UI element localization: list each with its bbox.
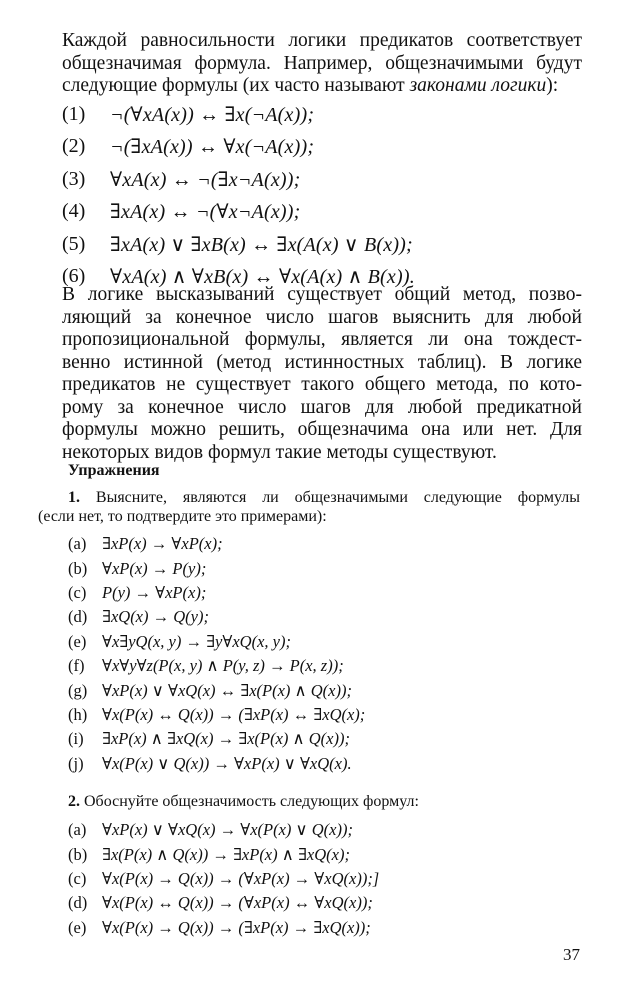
list-item bbox=[68, 556, 588, 580]
item-formula: ∀x(P(x) ↔ Q(x)) → (∃xP(x) ↔ ∃xQ(x); bbox=[102, 704, 366, 724]
law-number: (3) bbox=[62, 167, 86, 190]
law-number: (2) bbox=[62, 135, 86, 158]
item-formula: ∀xP(x) → P(y); bbox=[102, 558, 207, 578]
list-item bbox=[68, 630, 588, 654]
item-label: (j) bbox=[68, 753, 84, 773]
item-formula: ∃xP(x) ∧ ∃xQ(x) → ∃x(P(x) ∧ Q(x)); bbox=[102, 729, 350, 749]
list-item bbox=[68, 654, 588, 678]
law-formula: ∃xA(x) ↔ ¬(∀x¬A(x)); bbox=[110, 201, 301, 224]
law-number: (5) bbox=[62, 232, 86, 255]
task-1-number: 1. bbox=[68, 489, 80, 506]
method-paragraph bbox=[62, 284, 582, 464]
item-formula: P(y) → ∀xP(x); bbox=[102, 582, 207, 602]
item-label: (d) bbox=[68, 893, 88, 913]
item-formula: ∀x∀y∀z(P(x, y) ∧ P(y, z) → P(x, z)); bbox=[102, 656, 344, 676]
item-formula: ∀xP(x) ∨ ∀xQ(x) ↔ ∃x(P(x) ∧ Q(x)); bbox=[102, 680, 352, 700]
item-formula: ∀x∃yQ(x, y) → ∃y∀xQ(x, y); bbox=[102, 631, 291, 651]
item-label: (a) bbox=[68, 820, 87, 840]
task-2-statement bbox=[68, 792, 580, 811]
law-number: (1) bbox=[62, 102, 86, 125]
intro-line-2: общезначимая формула. Например, общезначимыми будут bbox=[62, 52, 582, 74]
item-label: (i) bbox=[68, 729, 84, 749]
item-formula: ∃xQ(x) → Q(y); bbox=[102, 607, 209, 627]
task-1-items bbox=[68, 532, 588, 776]
exercises-heading: Упражнения bbox=[68, 462, 160, 479]
task-2-number: 2. bbox=[68, 793, 80, 810]
list-item bbox=[68, 916, 588, 940]
law-formula: ∃xA(x) ∨ ∃xB(x) ↔ ∃x(A(x) ∨ B(x)); bbox=[110, 233, 413, 256]
method-line: рому за конечное число шагов для любой предикатной bbox=[62, 396, 582, 418]
law-row bbox=[62, 98, 602, 131]
item-label: (a) bbox=[68, 534, 87, 554]
intro-line-1: Каждой равносильности логики предикатов соответствует bbox=[62, 30, 582, 51]
item-label: (b) bbox=[68, 558, 88, 578]
law-row bbox=[62, 163, 602, 196]
law-formula: ∀xA(x) ∧ ∀xB(x) ↔ ∀x(A(x) ∧ B(x)). bbox=[110, 266, 415, 289]
item-formula: ∃xP(x) → ∀xP(x); bbox=[102, 534, 223, 554]
item-label: (c) bbox=[68, 582, 87, 602]
list-item bbox=[68, 605, 588, 629]
item-formula: ∃x(P(x) ∧ Q(x)) → ∃xP(x) ∧ ∃xQ(x); bbox=[102, 844, 350, 864]
method-line: некоторых видов формул такие методы существуют. bbox=[62, 441, 497, 463]
page-number: 37 bbox=[563, 945, 580, 964]
law-row bbox=[62, 228, 602, 261]
item-formula: ∀x(P(x) → Q(x)) → (∀xP(x) → ∀xQ(x));] bbox=[102, 868, 380, 888]
list-item bbox=[68, 752, 588, 776]
item-label: (h) bbox=[68, 704, 88, 724]
list-item bbox=[68, 891, 588, 915]
list-item bbox=[68, 532, 588, 556]
intro-line-3-tail: ): bbox=[546, 75, 559, 96]
task-2-line bbox=[68, 792, 580, 811]
item-label: (e) bbox=[68, 917, 87, 937]
law-row bbox=[62, 196, 602, 229]
method-line: ляющий за конечное число шагов выяснить для любой bbox=[62, 306, 582, 328]
item-label: (e) bbox=[68, 631, 87, 651]
laws-of-logic-term: законами логики bbox=[409, 75, 547, 96]
item-label: (c) bbox=[68, 868, 87, 888]
law-row bbox=[62, 131, 602, 164]
method-line: пропозициональной формулы, является ли она тождест- bbox=[62, 329, 582, 350]
task-2-items bbox=[68, 818, 588, 940]
law-formula: ∀xA(x) ↔ ¬(∃x¬A(x)); bbox=[110, 168, 301, 191]
list-item bbox=[68, 818, 588, 842]
intro-line-3 bbox=[62, 75, 582, 98]
intro-line-3-text: следующие формулы (их часто называют bbox=[62, 75, 410, 96]
item-formula: ∀x(P(x) → Q(x)) → (∃xP(x) → ∃xQ(x)); bbox=[102, 917, 371, 937]
law-number: (4) bbox=[62, 200, 86, 223]
item-formula: ∀x(P(x) ↔ Q(x)) → (∀xP(x) ↔ ∀xQ(x)); bbox=[102, 893, 373, 913]
item-label: (d) bbox=[68, 607, 88, 627]
list-item bbox=[68, 678, 588, 702]
method-line: формулы можно решить, общезначима она или нет. Для bbox=[62, 419, 582, 440]
law-number: (6) bbox=[62, 265, 86, 288]
item-label: (b) bbox=[68, 844, 88, 864]
item-formula: ∀xP(x) ∨ ∀xQ(x) → ∀x(P(x) ∨ Q(x)); bbox=[102, 820, 353, 840]
task-1-line-1 bbox=[38, 488, 580, 507]
task-1-text: Выясните, являются ли общезначимыми следующие формулы bbox=[95, 489, 580, 506]
task-2-text: Обоснуйте общезначимость следующих формул: bbox=[84, 793, 419, 810]
item-label: (f) bbox=[68, 656, 85, 676]
method-line: В логике высказываний существует общий метод, позво- bbox=[62, 284, 582, 305]
law-formula: ¬(∀xA(x)) ↔ ∃x(¬A(x)); bbox=[110, 103, 315, 126]
task-1-line-2: (если нет, то подтвердите это примерами): bbox=[38, 508, 327, 525]
laws-list bbox=[62, 98, 602, 293]
method-line: венно истинной (метод истинностных таблиц). В логике bbox=[62, 351, 582, 373]
task-1-statement bbox=[38, 488, 580, 526]
list-item bbox=[68, 867, 588, 891]
item-formula: ∀x(P(x) ∨ Q(x)) → ∀xP(x) ∨ ∀xQ(x). bbox=[102, 753, 352, 773]
list-item bbox=[68, 581, 588, 605]
list-item bbox=[68, 727, 588, 751]
method-line: предикатов не существует такого общего метода, по кото- bbox=[62, 374, 582, 395]
law-formula: ¬(∃xA(x)) ↔ ∀x(¬A(x)); bbox=[110, 136, 315, 159]
item-label: (g) bbox=[68, 680, 88, 700]
list-item bbox=[68, 842, 588, 866]
intro-paragraph bbox=[62, 30, 582, 98]
list-item bbox=[68, 703, 588, 727]
